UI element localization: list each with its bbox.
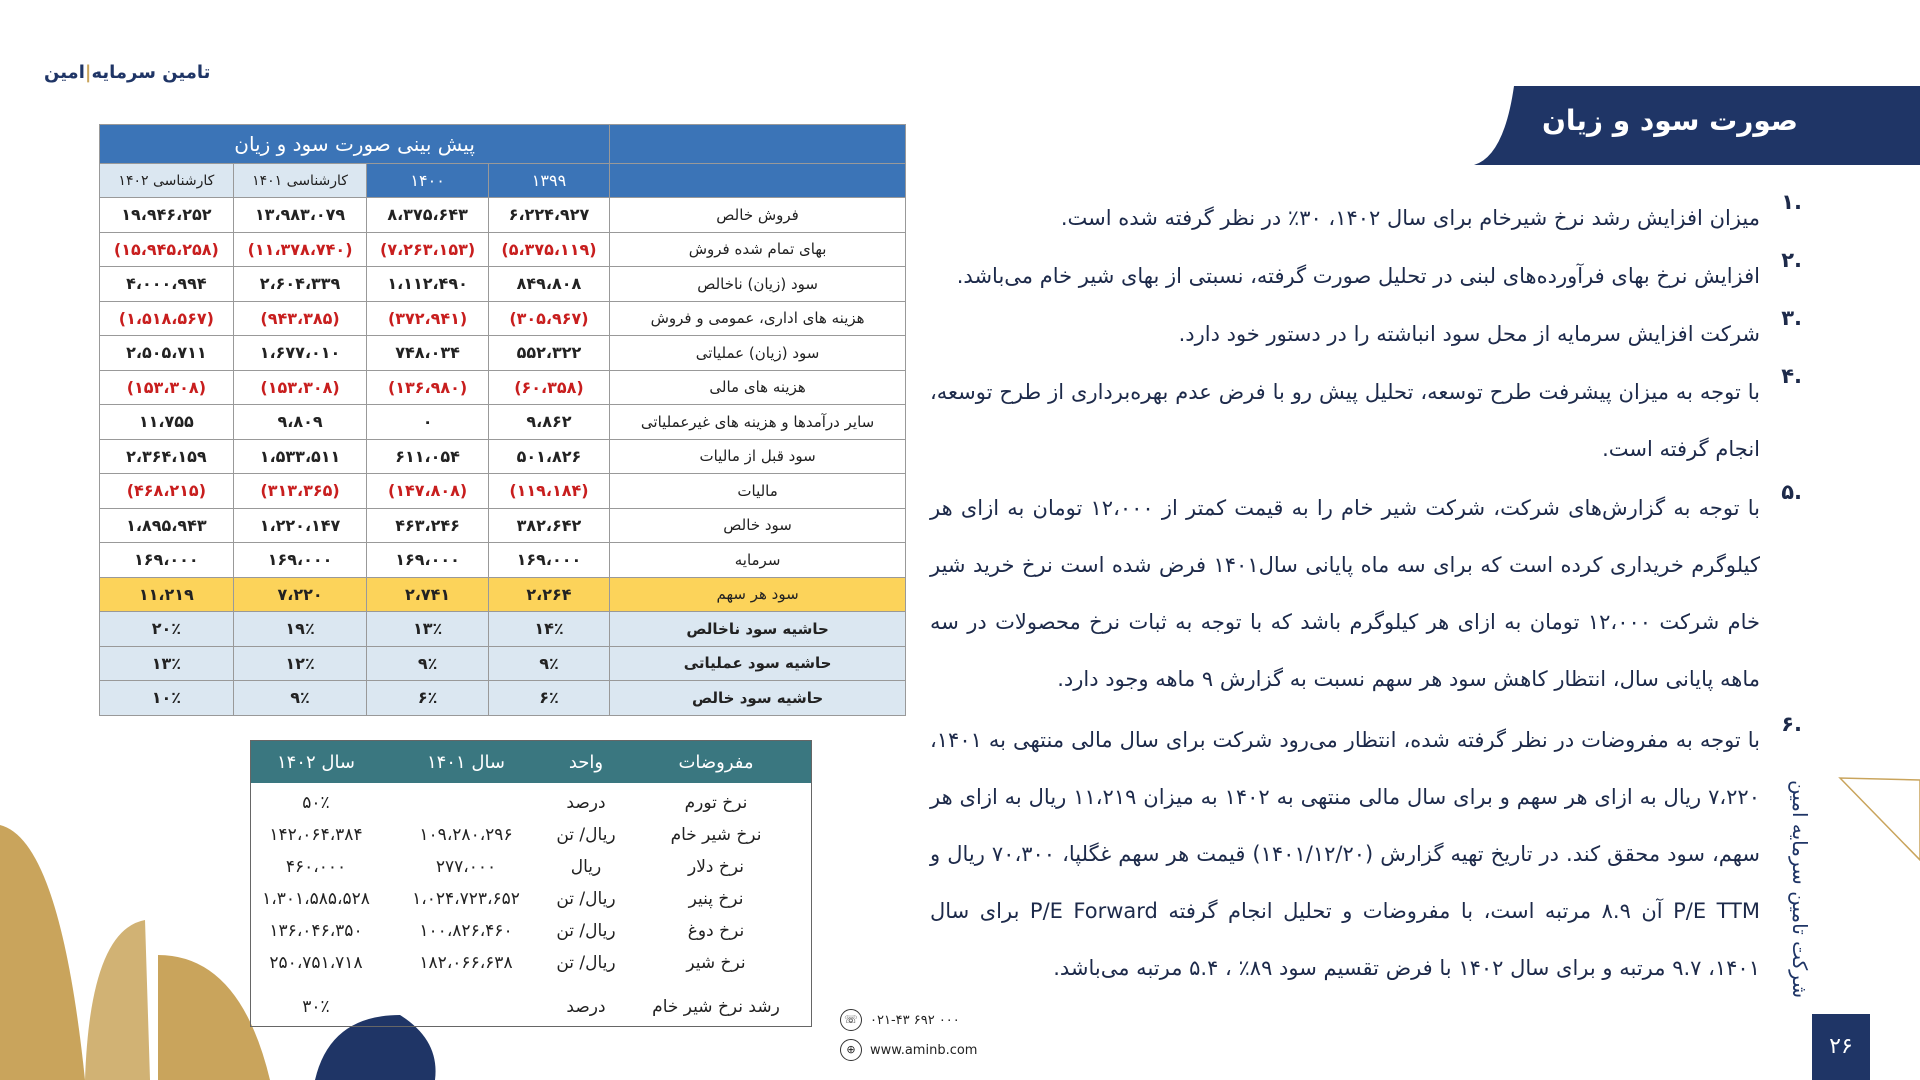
- table-cell: ۶٪: [488, 681, 609, 716]
- row-label: سود خالص: [610, 508, 906, 543]
- table-row: [100, 439, 906, 474]
- table-row: [100, 336, 906, 371]
- assumption-1401: ۱۰۰،۸۲۶،۴۶۰: [419, 921, 513, 941]
- assumption-name: رشد نرخ شیر خام: [652, 997, 780, 1017]
- assumption-unit: درصد: [566, 793, 606, 813]
- assumptions-header-unit: واحد: [568, 751, 604, 773]
- bullet-text: با توجه به گزارش‌های شرکت، شرکت شیر خام را به قیمت کمتر از ۱۲،۰۰۰ تومان به ازای هر کیلوگرم خریداری کرده است که برای سه ماه پایانی سال۱۴۰۱ فرض شده است نرخ خرید شیر خام شرکت ۱۲،۰۰۰ تومان به ازای هر کیلوگرم باشد که با توجه به ثبات نرخ محصولات در سه ماهه پایانی سال، انتظار کاهش سود هر سهم نسبت به گزارش ۹ ماهه وجود دارد.: [930, 496, 1760, 691]
- table-cell: ۱۳٪: [100, 646, 234, 681]
- assumption-name: نرخ شیر خام: [670, 825, 762, 845]
- table-cell: ۱۶۹،۰۰۰: [100, 543, 234, 578]
- assumption-name: نرخ شیر: [686, 953, 746, 973]
- table-cell: ۸،۳۷۵،۶۴۳: [367, 198, 488, 233]
- phone-icon: ☏: [840, 1009, 862, 1031]
- bullet-item: [930, 480, 1802, 708]
- table-row: [100, 267, 906, 302]
- assumption-row: [251, 787, 811, 819]
- section-header-tab: [1474, 86, 1920, 165]
- row-label: بهای تمام شده فروش: [610, 232, 906, 267]
- assumption-unit: ریال: [570, 857, 602, 877]
- table-cell: ۱،۸۹۵،۹۴۳: [100, 508, 234, 543]
- table-cell: (۱۱،۳۷۸،۷۴۰): [233, 232, 367, 267]
- assumption-name: نرخ دوغ: [687, 921, 745, 941]
- table-cell: (۱۵۳،۳۰۸): [100, 370, 234, 405]
- table-cell: (۱۳۶،۹۸۰): [367, 370, 488, 405]
- assumption-row: [251, 991, 811, 1023]
- row-label: حاشیه سود ناخالص: [610, 612, 906, 647]
- table-cell: ۱۳،۹۸۳،۰۷۹: [233, 198, 367, 233]
- table-cell: ۰: [367, 405, 488, 440]
- table-cell: (۴۶۸،۲۱۵): [100, 474, 234, 509]
- table-cell: (۱،۵۱۸،۵۶۷): [100, 301, 234, 336]
- row-label: فروش خالص: [610, 198, 906, 233]
- table-cell: ۲،۳۶۴،۱۵۹: [100, 439, 234, 474]
- table-cell: (۷،۲۶۳،۱۵۳): [367, 232, 488, 267]
- table-cell: ۶٪: [367, 681, 488, 716]
- assumption-1402: ۵۰٪: [302, 793, 330, 813]
- table-cell: ۶۱۱،۰۵۴: [367, 439, 488, 474]
- assumption-1402: ۱۳۶،۰۴۶،۳۵۰: [269, 921, 363, 941]
- assumption-row: [251, 915, 811, 947]
- table-cell: ۸۴۹،۸۰۸: [488, 267, 609, 302]
- bullet-text: با توجه به مفروضات در نظر گرفته شده، انتظار می‌رود شرکت برای سال مالی منتهی به ۱۴۰۱، ۷،۲۲۰ ریال به ازای هر سهم و برای سال مالی منتهی به ۱۴۰۲ به میزان ۱۱،۲۱۹ ریال به ازای هر سهم، سود محقق کند. در تاریخ تهیه گزارش (۱۴۰۱/۱۲/۲۰) قیمت هر سهم غگلپا، ۷۰،۳۰۰ ریال و P/E TTM آن ۸.۹ مرتبه است، با مفروضات و تحلیل انجام گرفته P/E Forward برای سال ۱۴۰۱، ۹.۷ مرتبه و برای سال ۱۴۰۲ با فرض تقسیم سود ۸۹٪ ، ۵.۴ مرتبه می‌باشد.: [930, 728, 1760, 980]
- assumptions-body: [251, 783, 811, 1023]
- globe-icon: ⊕: [840, 1039, 862, 1061]
- assumptions-header-item: مفروضات: [678, 751, 754, 773]
- table-caption-pad: [610, 125, 906, 164]
- table-cell: ۹٪: [233, 681, 367, 716]
- table-cell: ۹٪: [367, 646, 488, 681]
- side-company-label: شرکت تامین سرمایه امین: [1788, 780, 1812, 999]
- table-row: [100, 405, 906, 440]
- table-cell: ۱۶۹،۰۰۰: [488, 543, 609, 578]
- table-cell: ۹،۸۶۲: [488, 405, 609, 440]
- table-row: [100, 543, 906, 578]
- table-cell: ۱،۱۱۲،۴۹۰: [367, 267, 488, 302]
- assumption-name: نرخ تورم: [684, 793, 748, 813]
- bullet-text: میزان افزایش رشد نرخ شیرخام برای سال ۱۴۰۲، ۳۰٪ در نظر گرفته شده است.: [1060, 206, 1760, 230]
- assumption-1401: ۲۷۷،۰۰۰: [435, 857, 497, 877]
- assumptions-header-1401: سال ۱۴۰۱: [426, 751, 506, 773]
- row-label: سرمایه: [610, 543, 906, 578]
- table-row: [100, 370, 906, 405]
- assumption-1401: ۱،۰۲۴،۷۲۳،۶۵۲: [412, 889, 520, 909]
- row-label: سود (زیان) عملیاتی: [610, 336, 906, 371]
- row-label: سود (زیان) ناخالص: [610, 267, 906, 302]
- assumption-row: [251, 851, 811, 883]
- column-header: ۱۴۰۰: [367, 164, 488, 198]
- assumptions-table: [250, 740, 812, 1027]
- table-cell: ۲،۲۶۴: [488, 577, 609, 612]
- table-cell: (۱۵۳،۳۰۸): [233, 370, 367, 405]
- assumption-1402: ۱۴۲،۰۶۴،۳۸۴: [269, 825, 363, 845]
- row-label: سود هر سهم: [610, 577, 906, 612]
- assumption-name: نرخ پنیر: [688, 889, 744, 909]
- bullet-number: .۶: [1781, 712, 1802, 736]
- bullet-item: [930, 190, 1802, 247]
- table-cell: (۳۰۵،۹۶۷): [488, 301, 609, 336]
- margin-row: [100, 681, 906, 716]
- table-cell: ۱۱،۲۱۹: [100, 577, 234, 612]
- bullet-number: .۱: [1781, 190, 1802, 214]
- forecast-income-table: [99, 124, 906, 716]
- table-cell: ۱،۵۳۳،۵۱۱: [233, 439, 367, 474]
- bullet-number: .۳: [1781, 306, 1802, 330]
- page-number: ۲۶: [1812, 1014, 1870, 1080]
- column-header: کارشناسی ۱۴۰۱: [233, 164, 367, 198]
- table-cell: ۱۶۹،۰۰۰: [233, 543, 367, 578]
- assumption-1402: ۴۶۰،۰۰۰: [285, 857, 347, 877]
- table-row: [100, 301, 906, 336]
- table-cell: ۱۶۹،۰۰۰: [367, 543, 488, 578]
- assumptions-header: [251, 741, 811, 783]
- row-label: سایر درآمدها و هزینه های غیرعملیاتی: [610, 405, 906, 440]
- table-cell: ۲۰٪: [100, 612, 234, 647]
- eps-row: [100, 577, 906, 612]
- bullet-text: شرکت افزایش سرمایه از محل سود انباشته را در دستور خود دارد.: [1178, 322, 1760, 346]
- logo-separator: |: [84, 62, 92, 83]
- assumption-unit: ریال/ تن: [556, 825, 616, 845]
- assumption-unit: درصد: [566, 997, 606, 1017]
- row-label: حاشیه سود خالص: [610, 681, 906, 716]
- table-row: [100, 198, 906, 233]
- table-cell: ۵۵۲،۳۲۲: [488, 336, 609, 371]
- table-row: [100, 232, 906, 267]
- contact-website[interactable]: www.aminb.com: [870, 1042, 978, 1058]
- table-cell: (۳۷۲،۹۴۱): [367, 301, 488, 336]
- table-cell: ۳۸۲،۶۴۲: [488, 508, 609, 543]
- table-cell: ۴۶۳،۲۴۶: [367, 508, 488, 543]
- table-row: [100, 474, 906, 509]
- row-label: هزینه های اداری، عمومی و فروش: [610, 301, 906, 336]
- table-cell: (۹۴۳،۳۸۵): [233, 301, 367, 336]
- table-row: [100, 508, 906, 543]
- assumption-1402: ۲۵۰،۷۵۱،۷۱۸: [269, 953, 363, 973]
- table-cell: (۵،۳۷۵،۱۱۹): [488, 232, 609, 267]
- bullet-item: [930, 248, 1802, 305]
- assumption-name: نرخ دلار: [688, 857, 744, 877]
- table-cell: ۱۱،۷۵۵: [100, 405, 234, 440]
- table-cell: ۲،۷۴۱: [367, 577, 488, 612]
- bullet-text: افزایش نرخ بهای فرآورده‌های لبنی در تحلیل صورت گرفته، نسبتی از بهای شیر خام می‌باشد.: [956, 264, 1760, 288]
- assumption-unit: ریال/ تن: [556, 889, 616, 909]
- table-cell: (۱۱۹،۱۸۴): [488, 474, 609, 509]
- assumption-1402: ۳۰٪: [302, 997, 330, 1017]
- table-cell: ۱۰٪: [100, 681, 234, 716]
- table-cell: (۳۱۳،۳۶۵): [233, 474, 367, 509]
- table-cell: ۷،۲۲۰: [233, 577, 367, 612]
- row-label: حاشیه سود عملیاتی: [610, 646, 906, 681]
- bullet-number: .۴: [1781, 364, 1802, 388]
- table-cell: ۲،۶۰۴،۳۳۹: [233, 267, 367, 302]
- assumption-1401: ۱۸۲،۰۶۶،۶۳۸: [419, 953, 513, 973]
- table-cell: ۱،۶۷۷،۰۱۰: [233, 336, 367, 371]
- assumption-1401: ۱۰۹،۲۸۰،۲۹۶: [419, 825, 513, 845]
- bullet-text: با توجه به میزان پیشرفت طرح توسعه، تحلیل پیش رو با فرض عدم بهره‌برداری از طرح توسعه، انجام گرفته است.: [930, 380, 1760, 461]
- bullet-item: [930, 306, 1802, 363]
- column-header-blank: [610, 164, 906, 198]
- table-cell: ۱۹٪: [233, 612, 367, 647]
- table-cell: ۱۲٪: [233, 646, 367, 681]
- table-cell: ۱۴٪: [488, 612, 609, 647]
- logo-text-b: امین: [44, 62, 85, 83]
- assumption-unit: ریال/ تن: [556, 921, 616, 941]
- assumption-1402: ۱،۳۰۱،۵۸۵،۵۲۸: [262, 889, 370, 909]
- table-cell: ۱۹،۹۴۶،۲۵۲: [100, 198, 234, 233]
- row-label: هزینه های مالی: [610, 370, 906, 405]
- row-label: سود قبل از مالیات: [610, 439, 906, 474]
- table-cell: (۱۴۷،۸۰۸): [367, 474, 488, 509]
- table-cell: (۱۵،۹۴۵،۲۵۸): [100, 232, 234, 267]
- table-caption-row: [100, 125, 906, 164]
- table-cell: ۵۰۱،۸۲۶: [488, 439, 609, 474]
- margin-row: [100, 646, 906, 681]
- table-header-row: [100, 164, 906, 198]
- logo-text-a: تامین سرمایه: [91, 62, 211, 83]
- page-title: صورت سود و زیان: [1541, 104, 1798, 137]
- column-header: ۱۳۹۹: [488, 164, 609, 198]
- table-cell: ۶،۲۲۴،۹۲۷: [488, 198, 609, 233]
- table-cell: (۶۰،۳۵۸): [488, 370, 609, 405]
- table-cell: ۲،۵۰۵،۷۱۱: [100, 336, 234, 371]
- bullet-number: .۵: [1781, 480, 1802, 504]
- bullet-item: [930, 364, 1802, 478]
- table-cell: ۹٪: [488, 646, 609, 681]
- bullet-number: .۲: [1781, 248, 1802, 272]
- table-cell: ۱۳٪: [367, 612, 488, 647]
- table-caption: پیش بینی صورت سود و زیان: [100, 125, 610, 164]
- assumption-row: [251, 819, 811, 851]
- table-cell: ۴،۰۰۰،۹۹۴: [100, 267, 234, 302]
- contact-phone: ۰۲۱-۴۳ ۶۹۲ ۰۰۰: [870, 1012, 960, 1028]
- assumption-row: [251, 947, 811, 979]
- column-header: کارشناسی ۱۴۰۲: [100, 164, 234, 198]
- assumption-row: [251, 883, 811, 915]
- contact-info: [840, 1005, 977, 1065]
- assumption-unit: ریال/ تن: [556, 953, 616, 973]
- table-cell: ۷۴۸،۰۳۴: [367, 336, 488, 371]
- row-label: مالیات: [610, 474, 906, 509]
- assumptions-header-1402: سال ۱۴۰۲: [276, 751, 356, 773]
- table-cell: ۱،۲۲۰،۱۴۷: [233, 508, 367, 543]
- company-logo: [44, 62, 210, 83]
- margin-row: [100, 612, 906, 647]
- table-cell: ۹،۸۰۹: [233, 405, 367, 440]
